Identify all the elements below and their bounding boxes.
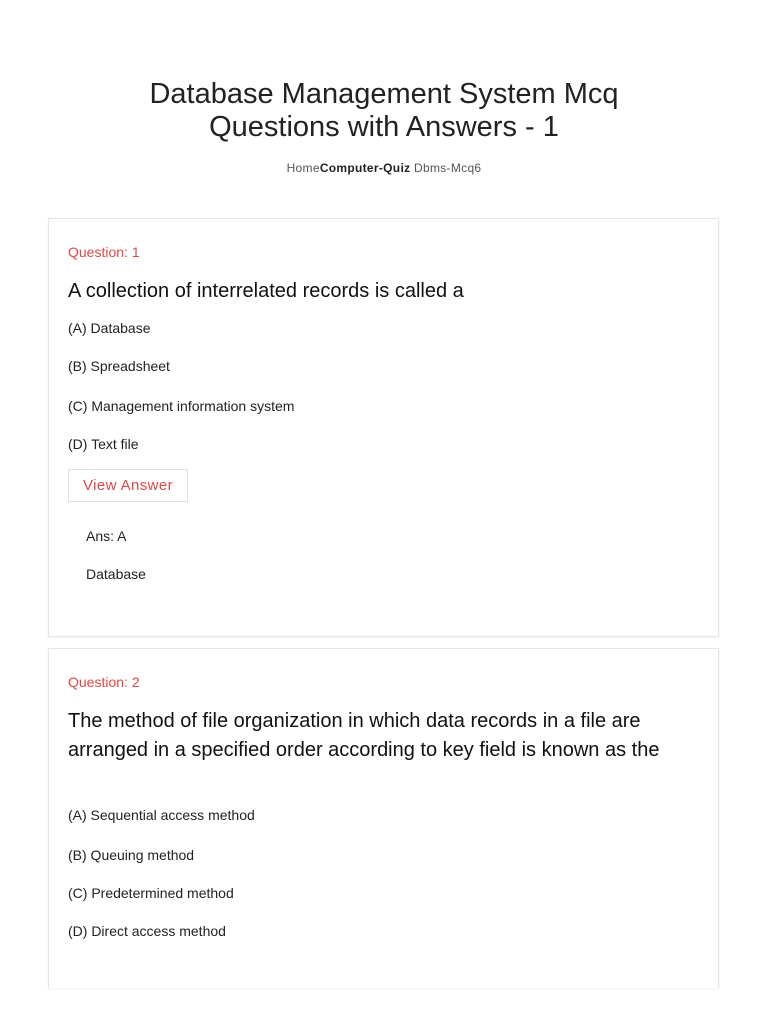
option-a: (A) Sequential access method xyxy=(68,807,255,823)
page-title-line2: Questions with Answers - 1 xyxy=(209,111,559,143)
option-d: (D) Text file xyxy=(68,436,139,452)
question-text: A collection of interrelated records is called a xyxy=(68,280,464,302)
option-d: (D) Direct access method xyxy=(68,923,226,939)
page-title-line1: Database Management System Mcq xyxy=(149,78,619,110)
question-number: Question: 2 xyxy=(68,674,140,690)
answer-label: Ans: A xyxy=(86,528,127,544)
question-number: Question: 1 xyxy=(68,244,140,260)
page-edge xyxy=(722,940,768,1024)
breadcrumb-home-link[interactable]: Home xyxy=(286,161,320,175)
option-c: (C) Management information system xyxy=(68,398,295,414)
option-b: (B) Queuing method xyxy=(68,847,195,863)
breadcrumb-section-link[interactable]: Computer-Quiz xyxy=(319,161,411,175)
option-a: (A) Database xyxy=(68,320,151,336)
question-card xyxy=(48,218,719,637)
view-answer-button[interactable]: View Answer xyxy=(68,469,188,502)
page-title xyxy=(0,78,768,144)
breadcrumb-current: Dbms-Mcq6 xyxy=(414,161,482,175)
answer-text: Database xyxy=(86,566,146,582)
question-card xyxy=(48,648,719,988)
option-c: (C) Predetermined method xyxy=(68,885,234,901)
option-b: (B) Spreadsheet xyxy=(68,358,170,374)
breadcrumb xyxy=(0,161,768,175)
question-text: The method of file organization in which data records in a file are arranged in a specified order according to key field is known as the xyxy=(68,710,660,761)
